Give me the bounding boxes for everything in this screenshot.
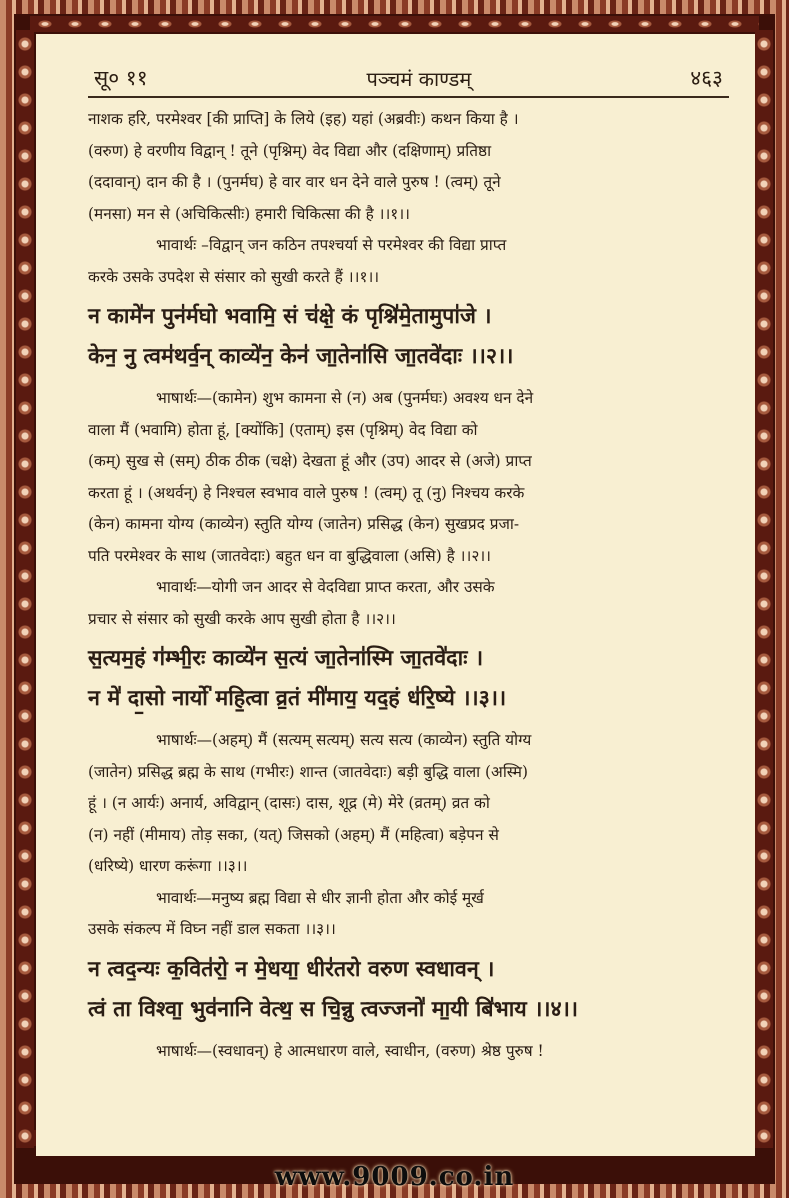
text-line: भावार्थः—मनुष्य ब्रह्म विद्या से धीर ज्ञानी होता और कोई मूर्ख — [156, 888, 484, 907]
commentary-paragraph-4 — [88, 1036, 729, 1068]
text-line: (मनसा) मन से (अचिकित्सीः) हमारी चिकित्सा की है ।।१।। — [88, 204, 410, 223]
mantra-line: केन॒ नु त्वम॑थर्व॒न् काव्ये॑न॒ केन॑ जा॒तेना॑सि जा॒तवे॑दाः ।।२।। — [88, 344, 514, 369]
border-ornament-top — [30, 16, 759, 32]
bhavartha-1 — [88, 230, 729, 293]
mantra-line: न त्वद॒न्यः क॒वित॑रो॒ न मे॒धया॒ धीर॑तरो वरुण स्वधावन् । — [88, 956, 495, 982]
sukta-number: सू० ११ — [94, 66, 148, 90]
text-line: (जातेन) प्रसिद्ध ब्रह्म के साथ (गभीरः) शान्त (जातवेदाः) बड़ी बुद्धि वाला (अस्मि) — [88, 762, 528, 781]
bhavartha-3 — [88, 883, 729, 946]
text-line: भाषार्थः—(स्वधावन्) हे आत्मधारण वाले, स्वाधीन, (वरुण) श्रेष्ठ पुरुष ! — [156, 1041, 544, 1060]
border-ornament-left — [16, 30, 34, 1148]
mantra-4 — [88, 950, 729, 1030]
mantra-line: न मे॑ दा॒सो नार्यो॑ महि॒त्वा व्र॒तं मी॑माय॒ यद॒हं ध॑रि॒ष्ये ।।३।। — [88, 686, 507, 711]
text-line: भावार्थः—योगी जन आदर से वेदविद्या प्राप्त करता, और उसके — [156, 578, 495, 596]
mantra-line: त्वं ता विश्वा॒ भुव॑नानि वेत्थ॒ स चि॒न्नु त्वज्जनो॑ मा॒यी बि॑भाय ।।४।। — [88, 996, 578, 1022]
mantra-3 — [88, 639, 729, 719]
text-line: (कम्) सुख से (सम्) ठीक ठीक (चक्षे) देखता हूं और (उप) आदर से (अजे) प्राप्त — [88, 452, 532, 470]
text-line: (केन) कामना योग्य (काव्येन) स्तुति योग्य (जातेन) प्रसिद्ध (केन) सुखप्रद प्रजा- — [88, 515, 520, 533]
text-line: करता हूं । (अथर्वन्) हे निश्चल स्वभाव वाले पुरुष ! (त्वम्) तू (नु) निश्चय करके — [88, 483, 525, 502]
page-number: ४६३ — [690, 66, 723, 90]
text-line: करके उसके उपदेश से संसार को सुखी करते हैं ।।१।। — [88, 267, 380, 286]
mantra-line: न कामे॑न पुन॑र्मघो भवामि॒ सं च॑क्षे॒ कं पृश्नि॑मे॒तामुपा॑जे । — [88, 304, 492, 329]
website-watermark: www.9009.co.in — [274, 1162, 515, 1192]
commentary-paragraph-3 — [88, 725, 729, 883]
text-line: वाला मैं (भवामि) होता हूं, [क्योंकि] (एताम्) इस (पृश्निम्) वेद विद्या को — [88, 420, 478, 439]
text-line: (वरुण) हे वरणीय विद्वान् ! तूने (पृश्निम्) वेद विद्या और (दक्षिणाम्) प्रतिष्ठा — [88, 141, 492, 160]
book-page — [36, 34, 755, 1156]
text-line: नाशक हरि, परमेश्वर [की प्राप्ति] के लिये (इह) यहां (अब्रवीः) कथन किया है । — [88, 110, 519, 128]
mantra-2 — [88, 297, 729, 377]
mantra-line: स॒त्यम॒हं ग॑म्भी॒रः काव्ये॑न स॒त्यं जा॒तेना॑स्मि जा॒तवे॑दाः । — [88, 646, 484, 671]
border-ornament-right — [755, 30, 773, 1148]
text-line: (धरिष्ये) धारण करूंगा ।।३।। — [88, 857, 248, 875]
text-line: (न) नहीं (मीमाय) तोड़ सका, (यत्) जिसको (अहम्) मैं (महित्वा) बड़ेपन से — [88, 825, 499, 844]
text-line: भाषार्थः—(कामेन) शुभ कामना से (न) अब (पुनर्मघः) अवश्य धन देने — [156, 389, 534, 407]
text-line: भाषार्थः—(अहम्) मैं (सत्यम् सत्यम्) सत्य सत्य (काव्येन) स्तुति योग्य — [156, 731, 532, 749]
page-header — [88, 64, 729, 98]
text-line: प्रचार से संसार को सुखी करके आप सुखी होता है ।।२।। — [88, 609, 396, 628]
commentary-paragraph-1 — [88, 104, 729, 230]
text-line: (ददावान्) दान की है । (पुनर्मघ) हे वार वार धन देने वाले पुरुष ! (त्वम्) तूने — [88, 173, 501, 191]
text-line: पति परमेश्वर के साथ (जातवेदाः) बहुत धन वा बुद्धिवाला (असि) है ।।२।। — [88, 546, 491, 565]
text-line: भावार्थः –विद्वान् जन कठिन तपश्चर्या से परमेश्वर की विद्या प्राप्त — [156, 236, 507, 254]
commentary-paragraph-2 — [88, 383, 729, 572]
bhavartha-2 — [88, 572, 729, 635]
text-line: हूं । (न आर्यः) अनार्य, अविद्वान् (दासः) दास, शूद्र (मे) मेरे (व्रतम्) व्रत को — [88, 794, 490, 812]
text-line: उसके संकल्प में विघ्न नहीं डाल सकता ।।३।। — [88, 920, 336, 938]
kanda-title: पञ्चमं काण्डम् — [366, 67, 472, 91]
